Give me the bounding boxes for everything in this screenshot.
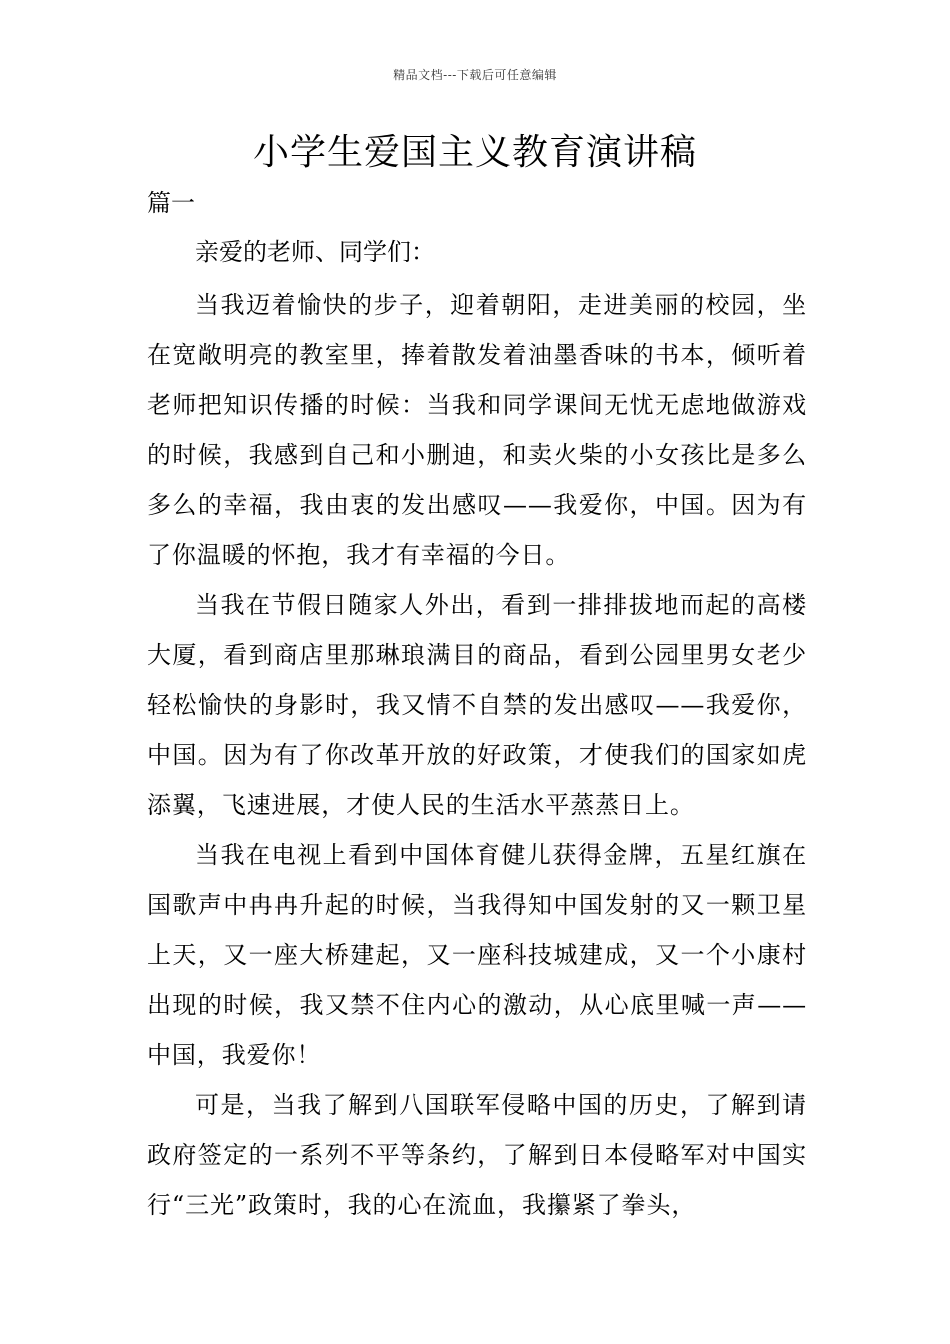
section-label: 篇一 [147, 189, 195, 217]
page-title: 小学生爱国主义教育演讲稿 [252, 132, 697, 173]
paragraph-2: 当我在节假日随家人外出，看到一排排拔地而起的高楼大厦，看到商店里那琳琅满目的商品，看到公园里男女老少轻松愉快的身影时，我又情不自禁的发出感叹——我爱你，中国。因为有了你改革开放的好政策，才使我们的国家如虎添翼，飞速进展，才使人民的生活水平蒸蒸日上。 [147, 591, 807, 819]
paragraph-4: 可是，当我了解到八国联军侵略中国的历史，了解到请政府签定的一系列不平等条约，了解到日本侵略军对中国实行“三光”政策时，我的心在流血，我攥紧了拳头， [147, 1091, 807, 1219]
paragraph-3: 当我在电视上看到中国体育健儿获得金牌，五星红旗在国歌声中冉冉升起的时候，当我得知中国发射的又一颗卫星上天，又一座大桥建起，又一座科技城建成，又一个小康村出现的时候，我又禁不住内心的激动，从心底里喊一声——中国，我爱你！ [147, 841, 807, 1069]
paragraph-1: 当我迈着愉快的步子，迎着朝阳，走进美丽的校园，坐在宽敞明亮的教室里，捧着散发着油墨香味的书本，倾听着老师把知识传播的时候：当我和同学课间无忧无虑地做游戏的时候，我感到自己和小删迪，和卖火柴的小女孩比是多么多么的幸福，我由衷的发出感叹——我爱你，中国。因为有了你温暖的怀抱，我才有幸福的今日。 [147, 291, 807, 569]
header-note: 精品文档---下载后可任意编辑 [393, 68, 557, 82]
greeting: 亲爱的老师、同学们： [195, 238, 435, 266]
body-text [147, 280, 807, 1230]
